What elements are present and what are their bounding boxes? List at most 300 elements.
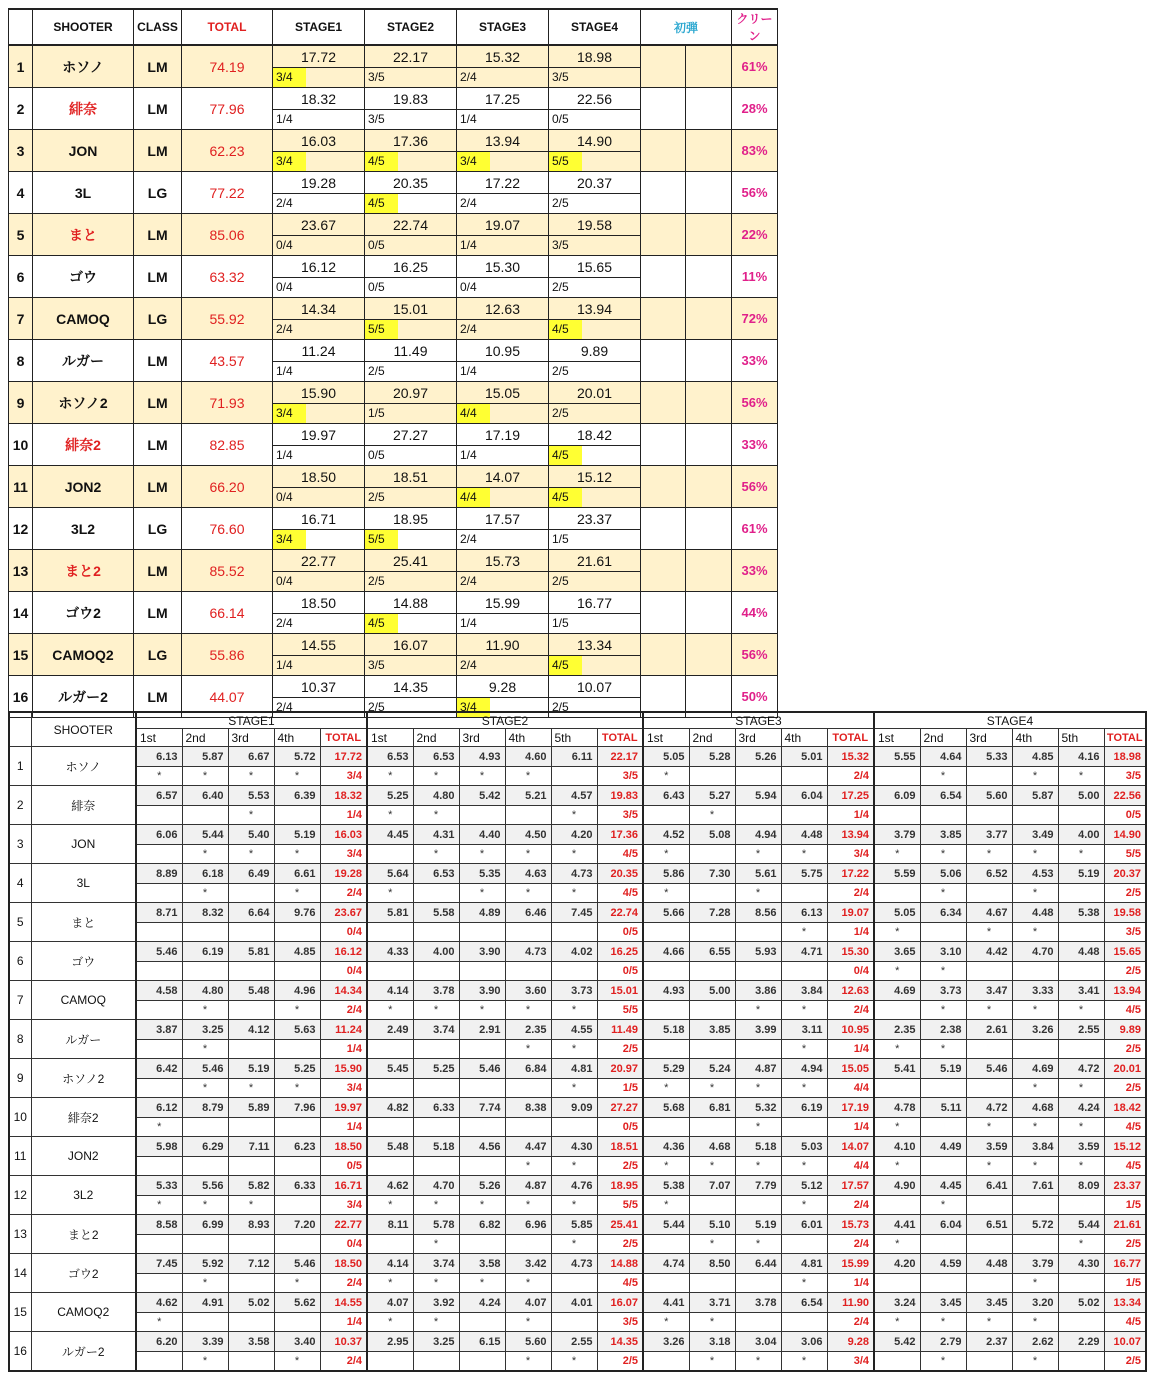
stage-total: 19.28 [320,864,367,884]
accuracy-mark: * [1058,1079,1104,1098]
shooter-class: LM [134,424,182,466]
row-number: 14 [9,592,33,634]
split-time: 7.96 [274,1098,320,1118]
accuracy-mark: * [781,1196,827,1215]
split-time: 3.71 [689,1293,735,1313]
fraction-value: 1/4 [460,616,477,630]
summary-header-stage3: STAGE3 [457,9,549,45]
stage-total: 16.71 [320,1176,367,1196]
shooter-name: まと [33,214,134,256]
fraction-value: 0/5 [552,112,569,126]
stage2-time: 15.01 [365,298,457,320]
summary-row [9,424,778,446]
stage-total: 17.57 [827,1176,874,1196]
shooter-name: CAMOQ [33,298,134,340]
shooter-name: CAMOQ [31,981,136,1020]
shooter-class: LG [134,298,182,340]
stage3-time: 15.32 [457,45,549,68]
accuracy-mark: * [136,767,182,786]
split-time: 8.50 [689,1254,735,1274]
accuracy-mark [413,1079,459,1098]
split-time: 4.30 [1058,1254,1104,1274]
split-time: 3.49 [1012,825,1058,845]
stage4-fraction [549,656,641,676]
split-time: 4.02 [551,942,597,962]
split-time: 2.35 [874,1020,920,1040]
summary-header-class: CLASS [134,9,182,45]
shooter-class: LM [134,214,182,256]
shooter-name: ホソノ [31,747,136,786]
summary-row [9,340,778,362]
accuracy-mark [505,806,551,825]
detail-row [9,1020,1146,1040]
fraction-value: 2/5 [552,364,569,378]
shooter-class: LM [134,256,182,298]
split-time: 6.19 [781,1098,827,1118]
stage-total: 10.07 [1104,1332,1146,1352]
split-time: 5.33 [966,747,1012,767]
shooter-name: CAMOQ2 [33,634,134,676]
accuracy-mark: * [920,1040,966,1059]
accuracy-mark [459,806,505,825]
accuracy-mark [459,962,505,981]
accuracy-mark [551,962,597,981]
accuracy-mark: * [920,1313,966,1332]
fraction-value: 2/4 [460,658,477,672]
stage-fraction: 1/4 [827,806,874,825]
accuracy-mark: * [874,845,920,864]
split-time: 6.33 [274,1176,320,1196]
split-time: 6.49 [228,864,274,884]
stage-fraction: 4/4 [827,1157,874,1176]
split-time: 5.26 [735,747,781,767]
split-time: 2.79 [920,1332,966,1352]
split-time: 6.12 [136,1098,182,1118]
stage3-fraction [457,152,549,172]
stage3-fraction [457,656,549,676]
split-time: 3.11 [781,1020,827,1040]
split-time: 3.74 [413,1020,459,1040]
accuracy-mark [136,962,182,981]
split-time: 5.24 [689,1059,735,1079]
stage-total: 23.37 [1104,1176,1146,1196]
split-time: 5.46 [274,1254,320,1274]
split-time: 5.40 [228,825,274,845]
stage-total-header: TOTAL [320,729,367,747]
accuracy-mark [505,1079,551,1098]
stage1-fraction [273,152,365,172]
stage-fraction: 0/5 [597,962,643,981]
first-shot-a [641,45,686,88]
stage3-time: 9.28 [457,676,549,698]
accuracy-mark [274,806,320,825]
detail-row [9,825,1146,845]
split-time: 4.50 [505,825,551,845]
stage-fraction: 1/4 [827,1040,874,1059]
detail-row [9,903,1146,923]
accuracy-mark [689,1118,735,1137]
accuracy-mark [136,845,182,864]
accuracy-mark: * [735,1118,781,1137]
accuracy-mark [1058,923,1104,942]
split-time: 5.44 [1058,1215,1104,1235]
split-time: 3.87 [136,1020,182,1040]
split-time: 3.26 [1012,1020,1058,1040]
stage4-fraction [549,320,641,340]
accuracy-mark [459,1313,505,1332]
accuracy-mark: * [274,884,320,903]
stage-total: 16.77 [1104,1254,1146,1274]
stage1-fraction [273,656,365,676]
stage2-fraction [365,362,457,382]
split-time: 5.46 [136,942,182,962]
fraction-value: 2/4 [460,196,477,210]
fraction-value: 2/4 [276,322,293,336]
split-time: 6.34 [920,903,966,923]
total-time: 77.22 [182,172,273,214]
detail-row [9,864,1146,884]
split-time: 5.32 [735,1098,781,1118]
accuracy-mark [182,1118,228,1137]
fraction-value: 2/5 [552,406,569,420]
split-time: 5.05 [643,747,689,767]
accuracy-mark: * [1058,1001,1104,1020]
accuracy-mark [735,1196,781,1215]
stage-fraction: 1/5 [1104,1196,1146,1215]
split-time: 4.16 [1058,747,1104,767]
first-shot-b [686,550,732,592]
accuracy-mark [920,1157,966,1176]
accuracy-mark: * [228,806,274,825]
split-time: 4.64 [920,747,966,767]
split-time: 2.62 [1012,1332,1058,1352]
accuracy-mark: * [1012,1157,1058,1176]
stage-total: 22.17 [597,747,643,767]
fraction-value: 2/4 [460,574,477,588]
accuracy-mark [735,1313,781,1332]
accuracy-mark [551,767,597,786]
shooter-name: 緋奈2 [31,1098,136,1137]
stage-fraction: 3/5 [1104,923,1146,942]
accuracy-mark: * [274,1352,320,1372]
detail-row [9,942,1146,962]
total-time: 43.57 [182,340,273,382]
fraction-value: 1/4 [460,238,477,252]
split-time: 6.82 [459,1215,505,1235]
split-time: 5.48 [228,981,274,1001]
stage1-time: 18.50 [273,466,365,488]
summary-body [9,45,778,718]
first-shot-b [686,298,732,340]
split-time: 4.52 [643,825,689,845]
split-time: 5.19 [920,1059,966,1079]
split-time: 5.00 [689,981,735,1001]
stage-total: 22.74 [597,903,643,923]
accuracy-mark [274,1040,320,1059]
accuracy-mark: * [413,1001,459,1020]
accuracy-mark: * [874,923,920,942]
accuracy-mark: * [505,1274,551,1293]
split-time: 5.03 [781,1137,827,1157]
split-time: 6.23 [274,1137,320,1157]
stage4-fraction [549,236,641,256]
accuracy-mark [274,1235,320,1254]
first-shot-a [641,634,686,676]
split-time: 5.02 [1058,1293,1104,1313]
accuracy-mark: * [1058,1157,1104,1176]
accuracy-mark [136,1040,182,1059]
row-number: 16 [9,676,33,718]
split-time: 5.82 [228,1176,274,1196]
stage4-time: 10.07 [549,676,641,698]
split-header: 5th [551,729,597,747]
summary-row [9,45,778,68]
stage-total: 13.34 [1104,1293,1146,1313]
split-time: 6.53 [413,747,459,767]
stage2-time: 20.35 [365,172,457,194]
accuracy-mark [1012,806,1058,825]
stage2-time: 20.97 [365,382,457,404]
accuracy-mark [920,1235,966,1254]
accuracy-mark: * [781,1352,827,1372]
accuracy-mark: * [459,767,505,786]
stage-fraction: 3/4 [320,767,367,786]
stage-total: 19.07 [827,903,874,923]
accuracy-mark [874,1196,920,1215]
split-header: 1st [643,729,689,747]
split-time: 5.58 [413,903,459,923]
split-time: 3.73 [551,981,597,1001]
stage3-time: 17.22 [457,172,549,194]
fraction-value: 1/4 [460,112,477,126]
split-time: 4.68 [689,1137,735,1157]
split-time: 5.28 [689,747,735,767]
split-time: 4.56 [459,1137,505,1157]
stage-fraction: 3/4 [827,845,874,864]
stage-fraction: 3/4 [320,845,367,864]
stage1-time: 16.71 [273,508,365,530]
split-time: 5.18 [735,1137,781,1157]
first-shot-a [641,382,686,424]
stage2-fraction [365,278,457,298]
accuracy-mark: * [874,1118,920,1137]
split-time: 3.90 [459,981,505,1001]
detail-row-marks [9,884,1146,903]
total-time: 66.20 [182,466,273,508]
split-time: 3.24 [874,1293,920,1313]
accuracy-mark [966,1235,1012,1254]
total-time: 62.23 [182,130,273,172]
accuracy-mark [643,1001,689,1020]
stage2-fraction [365,488,457,508]
stage-total: 21.61 [1104,1215,1146,1235]
detail-row [9,981,1146,1001]
accuracy-mark: * [274,1001,320,1020]
clean-rate: 33% [732,340,778,382]
row-number: 16 [9,1332,31,1372]
split-header: 2nd [689,729,735,747]
stage-total: 20.01 [1104,1059,1146,1079]
stage4-time: 22.56 [549,88,641,110]
shooter-class: LG [134,172,182,214]
accuracy-mark: * [182,1274,228,1293]
accuracy-mark: * [781,1040,827,1059]
clean-rate: 22% [732,214,778,256]
split-time: 4.76 [551,1176,597,1196]
fraction-value: 0/5 [368,238,385,252]
accuracy-mark [182,1157,228,1176]
accuracy-mark [735,1274,781,1293]
row-number: 14 [9,1254,31,1293]
split-time: 3.79 [1012,1254,1058,1274]
stage-total: 9.89 [1104,1020,1146,1040]
stage2-fraction [365,446,457,466]
split-header: 3rd [228,729,274,747]
stage3-fraction [457,362,549,382]
split-time: 3.85 [920,825,966,845]
accuracy-mark [689,923,735,942]
split-time: 4.48 [1012,903,1058,923]
accuracy-mark: * [228,1196,274,1215]
split-time: 6.51 [966,1215,1012,1235]
stage-fraction: 1/5 [597,1079,643,1098]
accuracy-mark [781,884,827,903]
fraction-value: 5/5 [365,530,398,549]
accuracy-mark [920,806,966,825]
detail-row-marks [9,923,1146,942]
split-time: 6.15 [459,1332,505,1352]
stage-total: 16.12 [320,942,367,962]
accuracy-mark: * [689,1235,735,1254]
stage4-fraction [549,278,641,298]
split-time: 5.44 [182,825,228,845]
shooter-class: LM [134,45,182,88]
stage-total: 9.28 [827,1332,874,1352]
split-time: 4.70 [413,1176,459,1196]
split-time: 3.20 [1012,1293,1058,1313]
total-time: 85.06 [182,214,273,256]
accuracy-mark [459,1352,505,1372]
stage-fraction: 3/4 [320,1079,367,1098]
split-time: 3.85 [689,1020,735,1040]
split-time: 5.87 [182,747,228,767]
total-time: 63.32 [182,256,273,298]
stage-fraction: 2/4 [827,767,874,786]
stage4-time: 15.12 [549,466,641,488]
accuracy-mark [920,923,966,942]
detail-row [9,1059,1146,1079]
split-time: 3.78 [735,1293,781,1313]
accuracy-mark: * [643,845,689,864]
shooter-name: 緋奈 [31,786,136,825]
stage-total: 16.25 [597,942,643,962]
split-time: 5.66 [643,903,689,923]
stage1-time: 18.50 [273,592,365,614]
split-time: 5.19 [228,1059,274,1079]
split-time: 6.81 [689,1098,735,1118]
accuracy-mark [136,1079,182,1098]
clean-rate: 83% [732,130,778,172]
stage1-fraction [273,278,365,298]
fraction-value: 2/5 [368,364,385,378]
accuracy-mark: * [920,845,966,864]
accuracy-mark [136,923,182,942]
split-header: 1st [136,729,182,747]
split-time: 9.09 [551,1098,597,1118]
stage3-fraction [457,194,549,214]
stage-fraction: 4/5 [597,884,643,903]
accuracy-mark: * [643,1313,689,1332]
stage-total: 22.77 [320,1215,367,1235]
detail-row [9,1254,1146,1274]
split-time: 6.06 [136,825,182,845]
split-time: 5.25 [367,786,413,806]
stage-fraction: 0/5 [597,1118,643,1137]
accuracy-mark [182,1313,228,1332]
split-time: 5.38 [643,1176,689,1196]
fraction-value: 0/4 [276,280,293,294]
stage-fraction: 3/5 [1104,767,1146,786]
stage3-fraction [457,614,549,634]
accuracy-mark [413,962,459,981]
stage-fraction: 3/4 [827,1352,874,1372]
stage-total: 25.41 [597,1215,643,1235]
stage-fraction: 5/5 [597,1196,643,1215]
stage3-fraction [457,278,549,298]
accuracy-mark: * [551,1157,597,1176]
stage3-time: 11.90 [457,634,549,656]
accuracy-mark [182,806,228,825]
stage-total: 15.12 [1104,1137,1146,1157]
split-time: 5.41 [874,1059,920,1079]
accuracy-mark [274,1118,320,1137]
stage1-fraction [273,404,365,424]
summary-header-num [9,9,33,45]
accuracy-mark: * [505,845,551,864]
split-time: 5.18 [413,1137,459,1157]
split-time: 4.59 [920,1254,966,1274]
first-shot-b [686,424,732,466]
stage4-fraction [549,110,641,130]
accuracy-mark [643,1118,689,1137]
clean-rate: 56% [732,172,778,214]
accuracy-mark: * [505,1157,551,1176]
accuracy-mark [367,845,413,864]
accuracy-mark: * [182,884,228,903]
accuracy-mark [459,1079,505,1098]
split-time: 4.12 [228,1020,274,1040]
stage2-fraction [365,614,457,634]
split-time: 4.41 [874,1215,920,1235]
first-shot-a [641,172,686,214]
summary-row [9,634,778,656]
fraction-value: 5/5 [549,152,582,171]
row-number: 8 [9,1020,31,1059]
stage3-fraction [457,488,549,508]
fraction-value: 2/4 [276,196,293,210]
split-time: 4.00 [1058,825,1104,845]
accuracy-mark [1058,962,1104,981]
split-time: 4.93 [459,747,505,767]
accuracy-mark [367,962,413,981]
split-time: 8.58 [136,1215,182,1235]
stage-total: 11.24 [320,1020,367,1040]
stage-total: 23.67 [320,903,367,923]
accuracy-mark: * [920,1352,966,1372]
split-time: 7.74 [459,1098,505,1118]
stage-fraction: 2/5 [597,1040,643,1059]
stage-fraction: 0/5 [320,1157,367,1176]
